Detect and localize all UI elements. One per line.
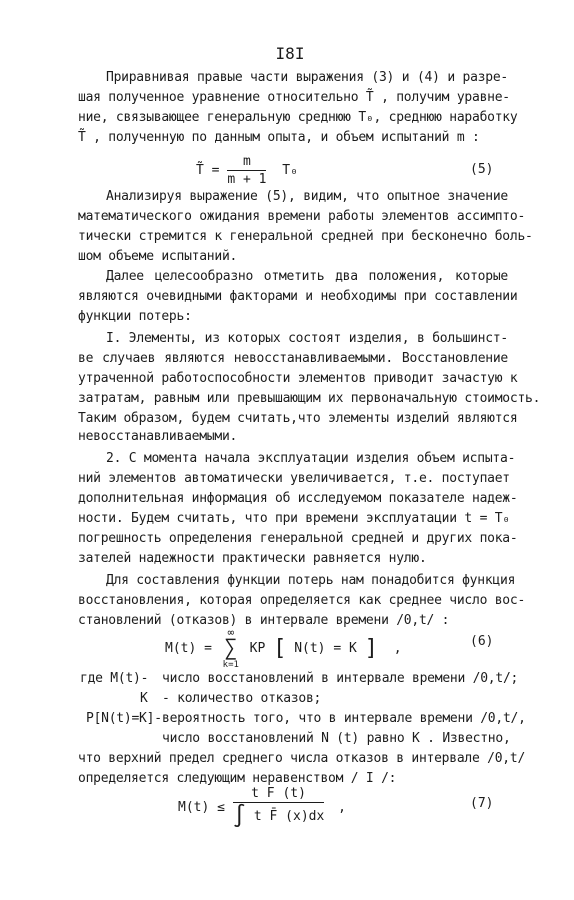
paragraph-5-line: 2. С момента начала эксплуатации изделия объем испыта- [106, 451, 516, 466]
definition-text: - количество отказов; [162, 691, 322, 706]
paragraph-4-line: ве случаев являются невосстанавливаемыми. Восстановление [78, 351, 508, 366]
paragraph-6-line: становлений (отказов) в интервале времени /0,t/ : [78, 613, 450, 628]
sum-symbol: ∑ ∞ k=1 [220, 636, 242, 661]
equation-5-numerator: m [227, 154, 266, 171]
paragraph-2-line: шом объеме испытаний. [78, 249, 238, 264]
paragraph-1-line: T̃ , полученную по данным опыта, и объем испытаний m : [78, 130, 480, 145]
right-bracket: ] [364, 636, 378, 661]
paragraph-6-line: Для составления функции потерь нам понадобится функция [106, 573, 516, 588]
paragraph-2-line: Анализируя выражение (5), видим, что опытное значение [106, 189, 508, 204]
equation-6-body-prefix: KP [249, 641, 266, 656]
definition-term: где M(t)- [80, 671, 149, 686]
paragraph-4-line: затратам, равным или превышающим их первоначальную стоимость. [78, 391, 541, 406]
paragraph-3-line: являются очевидными факторами и необходимы при составлении [78, 289, 518, 304]
equation-7-lhs: M(t) ≤ [178, 800, 225, 815]
paragraph-5-line: ности. Будем считать, что при времени эксплуатации t = T₀ [78, 511, 510, 526]
paragraph-2-line: тически стремится к генеральной средней при бесконечно боль- [78, 229, 533, 244]
equation-7-denominator-body: t F̄ (x)dx [253, 809, 325, 824]
paragraph-4-line: I. Элементы, из которых состоят изделия, в большинст- [106, 331, 508, 346]
equation-5-rhs: T₀ [282, 163, 298, 178]
paragraph-4-line: невосстанавливаемыми. [78, 429, 238, 444]
paragraph-7-line: что верхний предел среднего числа отказов в интервале /0,t/ [78, 751, 526, 766]
equation-5-lhs: T̃ = [196, 163, 220, 178]
sum-lower-limit: k=1 [222, 660, 239, 670]
paragraph-2-line: математического ожидания времени работы элементов ассимпто- [78, 209, 526, 224]
equation-5-fraction [227, 154, 266, 187]
equation-5-denominator: m + 1 [227, 172, 267, 187]
equation-6-trailing: , [393, 641, 402, 656]
equation-7-fraction [233, 786, 325, 829]
equation-5 [196, 154, 298, 187]
paragraph-5-line: ний элементов автоматически увеличивается, т.е. поступает [78, 471, 510, 486]
sum-upper-limit: ∞ [227, 626, 235, 639]
equation-5-number: (5) [470, 162, 494, 177]
equation-7-denominator [233, 803, 325, 829]
equation-7-numerator: t F (t) [233, 786, 325, 803]
paragraph-1-line: шая полученное уравнение относительно T̃ , получим уравне- [78, 90, 510, 105]
definition-text: число восстановлений N (t) равно K . Известно, [162, 731, 511, 746]
equation-7-number: (7) [470, 796, 494, 811]
equation-7 [178, 786, 346, 829]
equation-6 [165, 626, 402, 670]
definition-term: K [140, 691, 148, 706]
left-bracket: [ [273, 636, 287, 661]
equation-6-body-inner: N(t) = K [294, 641, 357, 656]
equation-7-trailing: , [338, 800, 346, 815]
integral-symbol: ∫ [232, 804, 247, 829]
paragraph-3-line: функции потерь: [78, 309, 192, 324]
paragraph-5-line: погрешность определения генеральной средней и других пока- [78, 531, 518, 546]
paragraph-1-line: ние, связывающее генеральную среднюю T₀, среднюю наработку [78, 110, 518, 125]
paragraph-5-line: зателей надежности практически равняется нулю. [78, 551, 427, 566]
paragraph-6-line: восстановления, которая определяется как среднее число вос- [78, 593, 526, 608]
equation-6-lhs: M(t) = [165, 641, 212, 656]
paragraph-5-line: дополнительная информация об исследуемом показателе надеж- [78, 491, 518, 506]
paragraph-7-line: определяется следующим неравенством / I /: [78, 771, 397, 786]
paragraph-4-line: Таким образом, будем считать,что элементы изделий являются [78, 411, 518, 426]
definition-text: вероятность того, что в интервале времени /0,t/, [162, 711, 526, 726]
equation-6-number: (6) [470, 634, 494, 649]
definition-text: число восстановлений в интервале времени /0,t/; [162, 671, 519, 686]
paragraph-3-line: Далее целесообразно отметить два положения, которые [106, 269, 508, 284]
paragraph-4-line: утраченной работоспособности элементов приводит зачастую к [78, 371, 518, 386]
definition-term: P[N(t)=K]- [86, 711, 162, 726]
paragraph-1-line: Приравнивая правые части выражения (3) и (4) и разре- [106, 70, 508, 85]
page-number: I8I [275, 44, 305, 63]
